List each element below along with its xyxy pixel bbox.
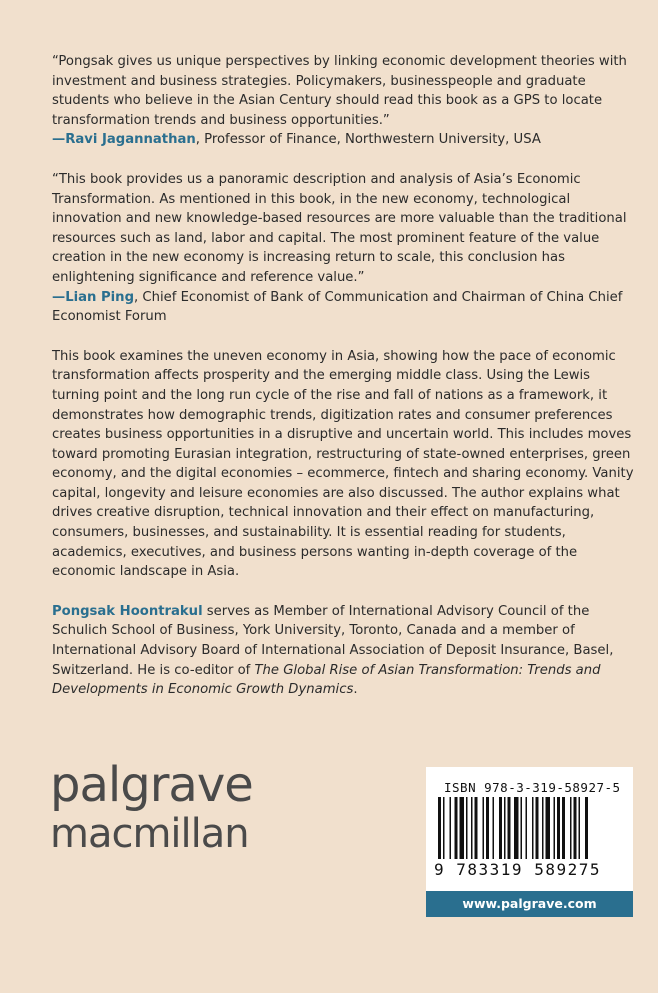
book-title: The Global Rise of Asian Transformation: Trends and Developments in Economic Growth Dynamics: [52, 662, 601, 698]
quote-dash: —: [52, 289, 66, 305]
author-bio-end: .: [353, 682, 358, 698]
quote-dash: —: [52, 132, 66, 148]
author-bio: [52, 602, 637, 700]
quote-affiliation: , Chief Economist of Bank of Communication and Chairman of China Chief Economist Forum: [52, 289, 623, 325]
endorsement-quote: [52, 52, 637, 150]
barcode-icon: [438, 797, 621, 859]
publisher-logo-line1: palgrave: [50, 757, 253, 813]
quote-author: Lian Ping: [65, 289, 135, 305]
author-name: Pongsak Hoontrakul: [52, 603, 203, 619]
quote-text: “This book provides us a panoramic description and analysis of Asia’s Economic Transformation. As mentioned in this book, in the new economy, technological innovation and new knowledge-based resources are more valuable than the traditional resources such as land, labor and capital. The most prominent feature of the value creation in the new economy is increasing return to scale, this conclusion has enlightening significance and reference value.”: [52, 171, 627, 285]
quote-affiliation: , Professor of Finance, Northwestern University, USA: [195, 132, 541, 148]
quote-text: “Pongsak gives us unique perspectives by linking economic development theories with investment and business strategies. Policymakers, businesspeople and graduate students who believe in the Asian Century should read this book as a GPS to locate transformation trends and business opportunities.”: [52, 54, 627, 128]
barcode-number: 9 783319 589275: [434, 860, 601, 879]
quote-author: Ravi Jagannathan: [65, 132, 196, 148]
endorsement-quote: [52, 170, 637, 327]
author-bio-text: serves as Member of International Advisory Council of the Schulich School of Business, York University, Toronto, Canada and a member of International Advisory Board of International Association of Deposit Insurance, Basel, Switzerland. He is co-editor of: [52, 603, 614, 678]
book-description: This book examines the uneven economy in Asia, showing how the pace of economic transformation affects prosperity and the emerging middle class. Using the Lewis turning point and the long run cycle of the rise and fall of nations as a framework, it demonstrates how demographic trends, digitization rates and consumer preferences creates business opportunities in a disruptive and uncertain world. This includes moves toward promoting Eurasian integration, restructuring of state-owned enterprises, green economy, and the digital economies – ecommerce, fintech and sharing economy. Vanity capital, longevity and leisure economies are also discussed. The author explains what drives creative disruption, technical innovation and their effect on manufacturing, consumers, businesses, and sustainability. It is essential reading for students, academics, executives, and business persons wanting in-depth coverage of the economic landscape in Asia.: [52, 348, 634, 580]
publisher-logo-line2: macmillan: [50, 811, 249, 857]
publisher-logo: [50, 757, 253, 858]
barcode-box: [426, 767, 633, 917]
publisher-url: www.palgrave.com: [426, 891, 633, 917]
back-cover-text: [52, 52, 637, 720]
isbn-label: ISBN 978-3-319-58927-5: [444, 780, 621, 795]
